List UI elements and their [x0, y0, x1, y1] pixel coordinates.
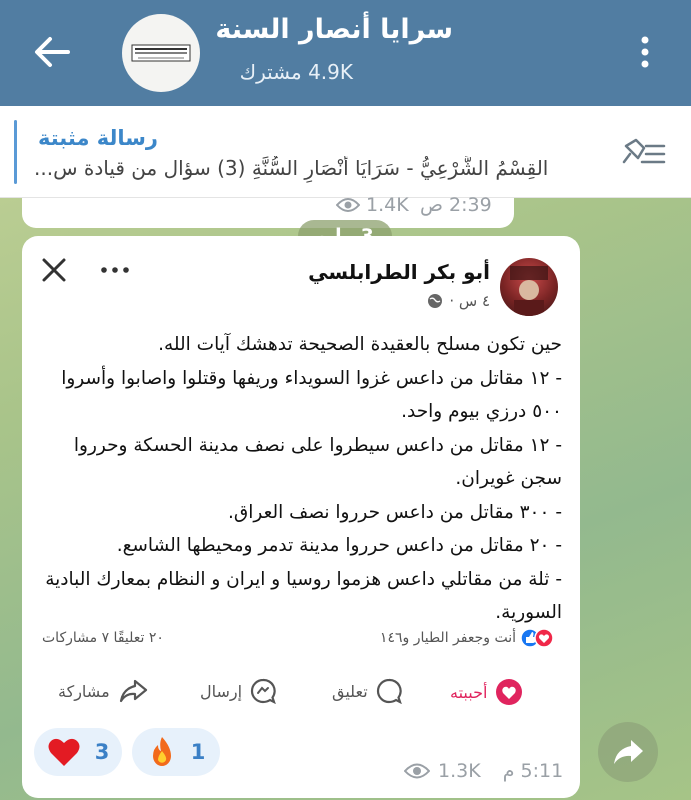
share-label: مشاركة	[58, 681, 110, 701]
post-line: - ١٢ مقاتل من داعس غزوا السويداء وريفها وقتلوا واصابوا وأسروا ٥٠٠ درزي بيوم واحد.	[61, 367, 562, 422]
comment-icon	[376, 678, 402, 704]
post-line: حين تكون مسلح بالعقيدة الصحيحة تدهشك آيات الله.	[158, 334, 562, 355]
share-post-button[interactable]	[58, 678, 148, 704]
like-label: أحببته	[450, 682, 488, 702]
messenger-icon	[250, 678, 276, 704]
horizontal-dots-icon	[98, 256, 132, 284]
back-arrow-icon	[30, 32, 74, 72]
post-time: ٤ س ·	[449, 292, 490, 310]
post-line: - ٢٠ مقاتل من داعس حرروا مدينة تدمر ومحيطها الشاسع.	[116, 535, 562, 556]
forward-arrow-icon	[598, 722, 658, 782]
channel-title[interactable]: سرايا أنصار السنة	[215, 14, 453, 45]
post-line: - ثلة من مقاتلي داعس هزموا روسيا و ايران و النظام بمعارك البادية السورية.	[45, 568, 562, 623]
eye-icon	[404, 762, 430, 780]
channel-logo-icon	[122, 14, 200, 92]
close-icon	[40, 256, 68, 284]
share-arrow-icon	[118, 678, 148, 704]
chat-header	[0, 0, 691, 106]
previous-views-count: 1.4K	[366, 194, 409, 216]
pinned-title: رسالة مثبتة	[38, 126, 159, 150]
reaction-heart-chip[interactable]	[34, 728, 122, 776]
back-button[interactable]	[30, 32, 74, 72]
pin-list-icon	[620, 136, 668, 172]
previous-message-time: 2:39 ص	[420, 194, 492, 216]
comments-shares-count[interactable]: ٢٠ تعليقًا ٧ مشاركات	[42, 630, 164, 646]
close-post-button[interactable]	[40, 256, 68, 284]
red-heart-icon	[47, 736, 81, 768]
post-author-name[interactable]: أبو بكر الطرابلسي	[308, 260, 490, 284]
globe-icon	[427, 293, 443, 309]
previous-message-views	[336, 194, 409, 216]
subscriber-count: 4.9K مشترك	[239, 60, 353, 84]
reactions-text: أنت وجعفر الطيار و١٤٦	[379, 630, 516, 646]
message-time: 5:11 م	[502, 760, 564, 782]
message-bubble[interactable]	[22, 236, 580, 798]
post-line: - ٣٠٠ مقاتل من داعس حرروا نصف العراق.	[228, 501, 562, 523]
fire-icon	[147, 735, 177, 769]
reactions-summary[interactable]	[380, 628, 560, 648]
reaction-count: 1	[190, 740, 206, 764]
reaction-count: 3	[94, 740, 110, 764]
channel-avatar[interactable]	[122, 14, 200, 92]
author-avatar[interactable]	[500, 258, 558, 316]
author-photo-icon	[500, 258, 558, 316]
forward-button[interactable]	[598, 722, 658, 782]
comment-label: تعليق	[332, 681, 368, 701]
send-label: إرسال	[200, 681, 243, 701]
pinned-indicator	[14, 120, 17, 184]
like-button[interactable]	[450, 678, 523, 706]
pinned-message-bar[interactable]	[0, 106, 691, 198]
post-line: - ١٢ مقاتل من داعس سيطروا على نصف مدينة الحسكة وحرروا سجن غويران.	[73, 434, 562, 489]
post-meta	[427, 292, 490, 310]
views-count: 1.3K	[438, 760, 481, 782]
reactions-bar	[34, 728, 220, 776]
comment-button[interactable]	[332, 678, 402, 704]
eye-icon	[336, 197, 360, 213]
more-menu-button[interactable]	[630, 30, 660, 74]
reaction-fire-chip[interactable]	[132, 728, 220, 776]
pinned-text: القِسْمُ الشَّرْعِيُّ - سَرَايَا أَنْصَارِ السُّنَّةِ (3) سؤال من قيادة س...	[34, 156, 549, 180]
heart-filled-icon	[495, 678, 523, 706]
like-heart-reaction-icon	[520, 628, 560, 648]
send-button[interactable]	[200, 678, 276, 704]
post-body	[40, 328, 562, 630]
post-options-button[interactable]	[98, 256, 132, 284]
vertical-dots-icon	[630, 30, 660, 74]
pinned-list-button[interactable]	[620, 136, 668, 172]
message-footer	[404, 760, 563, 782]
post-actions-bar	[22, 672, 580, 718]
